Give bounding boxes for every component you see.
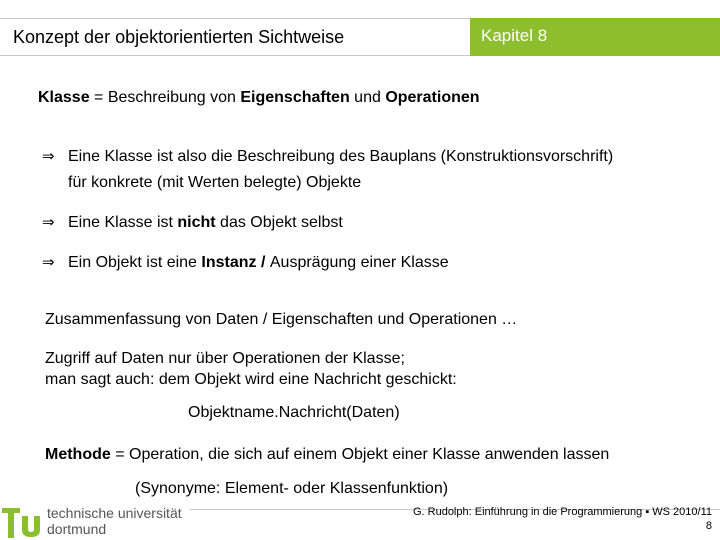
university-name — [47, 505, 182, 537]
implies-arrow-icon: ⇒ — [42, 253, 55, 271]
bullet-2-text-2: das Objekt selbst — [215, 214, 343, 231]
bullet-3-emphasis-instance: Instanz — [201, 254, 257, 271]
bullet-2-emphasis: nicht — [177, 214, 216, 231]
bullet-3 — [42, 252, 449, 273]
syntax-example: Objektname.Nachricht(Daten) — [188, 404, 400, 421]
tu-logo-icon — [0, 502, 44, 538]
bullet-3-text-2: Ausprägung einer Klasse — [269, 254, 449, 271]
method-term: Methode — [45, 446, 111, 463]
definition-term: Klasse — [38, 89, 90, 106]
bullet-1-line-1: Eine Klasse ist also die Beschreibung des Bauplans (Konstruktionsvorschrift) — [68, 148, 614, 165]
bullet-2 — [42, 212, 343, 233]
access-line-1: Zugriff auf Daten nur über Operationen der Klasse; — [45, 350, 405, 367]
implies-arrow-icon: ⇒ — [42, 147, 55, 165]
university-line-2: dortmund — [47, 521, 107, 537]
page-title: Konzept der objektorientierten Sichtweise — [13, 27, 345, 47]
bullet-2-text-1: Eine Klasse ist — [68, 214, 178, 231]
bullet-1-line-2: für konkrete (mit Werten belegte) Objekte — [68, 174, 362, 191]
definition-operations: Operationen — [385, 89, 480, 106]
lecture-credit: G. Rudolph: Einführung in die Programmierung ▪ WS 2010/11 — [412, 506, 712, 518]
definition-text-1: = Beschreibung von — [89, 89, 241, 106]
access-line-2: man sagt auch: dem Objekt wird eine Nachricht geschickt: — [45, 371, 457, 388]
header-title-bar — [0, 18, 470, 56]
definition-properties: Eigenschaften — [240, 89, 350, 106]
page-number: 8 — [705, 520, 712, 532]
definition-text-2: und — [349, 89, 386, 106]
chapter-label: Kapitel 8 — [481, 26, 548, 45]
definition-line — [38, 88, 480, 108]
method-text: = Operation, die sich auf einem Objekt einer Klasse anwenden lassen — [110, 446, 610, 463]
synonyms-line: (Synonyme: Element- oder Klassenfunktion) — [135, 480, 449, 497]
university-line-1: technische universität — [47, 505, 182, 521]
summary-line: Zusammenfassung von Daten / Eigenschaften und Operationen … — [45, 311, 518, 328]
footer-credit — [413, 505, 712, 533]
method-definition — [45, 445, 609, 465]
bullet-1 — [42, 146, 613, 167]
chapter-bar — [470, 18, 720, 56]
implies-arrow-icon: ⇒ — [42, 213, 55, 231]
bullet-1-continuation — [68, 173, 361, 193]
bullet-3-separator: / — [256, 254, 270, 271]
bullet-3-text-1: Ein Objekt ist eine — [68, 254, 202, 271]
